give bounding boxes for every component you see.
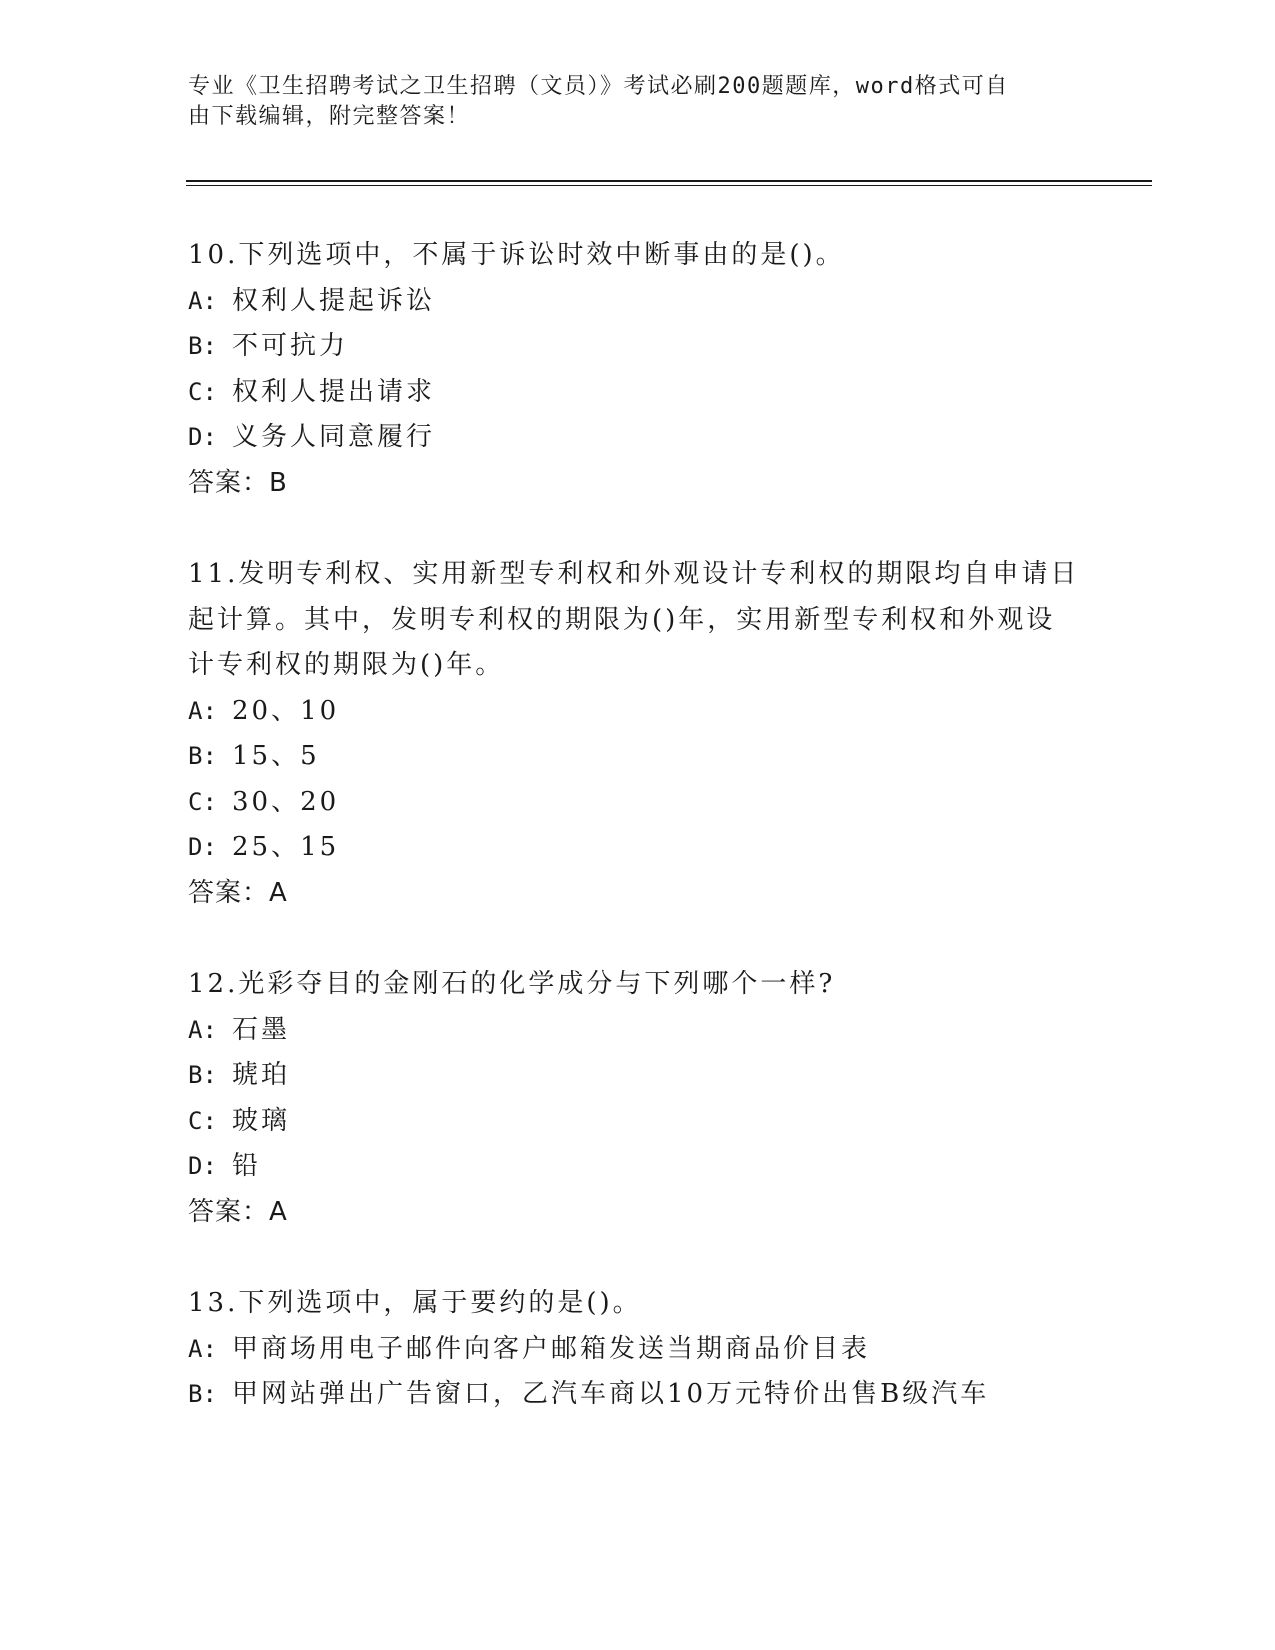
header-line: 专业《卫生招聘考试之卫生招聘（文员）》考试必刷200题题库，word格式可自 <box>188 74 1009 99</box>
option-a <box>188 1327 1078 1373</box>
document-header <box>188 72 1068 132</box>
answer-line: 答案：A <box>188 877 288 908</box>
option-c <box>188 780 1078 826</box>
option-key: D: <box>188 423 217 451</box>
option-d <box>188 415 1078 461</box>
option-text: 30、20 <box>232 786 340 817</box>
option-key: A: <box>188 1015 217 1044</box>
option-text: 甲商场用电子邮件向客户邮箱发送当期商品价目表 <box>232 1333 871 1364</box>
option-text: 20、10 <box>232 695 340 726</box>
option-key: C: <box>188 1106 217 1135</box>
question-stem: 起计算。其中，发明专利权的期限为()年，实用新型专利权和外观设 <box>188 604 1056 635</box>
option-key: D: <box>188 1152 217 1180</box>
option-a <box>188 1008 1078 1054</box>
option-text: 琥珀 <box>232 1060 291 1090</box>
option-key: D: <box>188 833 217 861</box>
option-key: B: <box>188 332 217 360</box>
question-13 <box>188 1281 1078 1418</box>
option-a <box>188 689 1078 735</box>
option-d <box>188 825 1078 871</box>
option-key: A: <box>188 1334 217 1363</box>
option-key: C: <box>188 787 217 816</box>
option-d <box>188 1144 1078 1190</box>
option-b <box>188 324 1078 370</box>
header-divider <box>186 185 1152 186</box>
option-a <box>188 279 1078 325</box>
option-text: 石墨 <box>232 1014 291 1045</box>
option-text: 铅 <box>232 1151 262 1181</box>
option-text: 义务人同意履行 <box>232 422 436 452</box>
question-11 <box>188 552 1078 916</box>
question-stem: 12.光彩夺目的金刚石的化学成分与下列哪个一样? <box>188 969 836 999</box>
option-text: 权利人提起诉讼 <box>232 285 436 316</box>
question-10 <box>188 233 1078 506</box>
header-line: 由下载编辑，附完整答案！ <box>188 104 471 129</box>
option-key: A: <box>188 286 217 315</box>
question-stem: 11.发明专利权、实用新型专利权和外观设计专利权的期限均自申请日 <box>188 559 1080 589</box>
answer-line: 答案：A <box>188 1196 288 1227</box>
answer-line: 答案：B <box>188 467 288 498</box>
option-key: B: <box>188 1061 217 1089</box>
option-c <box>188 1099 1078 1145</box>
header-divider <box>186 180 1152 182</box>
option-key: B: <box>188 1380 217 1408</box>
question-stem: 13.下列选项中，属于要约的是()。 <box>188 1288 642 1318</box>
option-key: C: <box>188 377 217 406</box>
option-c <box>188 370 1078 416</box>
option-b <box>188 1372 1078 1418</box>
option-key: A: <box>188 696 217 725</box>
question-12 <box>188 962 1078 1235</box>
option-text: 15、5 <box>232 741 320 771</box>
option-text: 甲网站弹出广告窗口，乙汽车商以10万元特价出售B级汽车 <box>232 1379 990 1409</box>
option-b <box>188 734 1078 780</box>
option-key: B: <box>188 742 217 770</box>
option-text: 不可抗力 <box>232 331 349 361</box>
option-text: 25、15 <box>232 832 340 862</box>
question-stem: 10.下列选项中，不属于诉讼时效中断事由的是()。 <box>188 240 845 270</box>
option-text: 权利人提出请求 <box>232 376 436 407</box>
option-b <box>188 1053 1078 1099</box>
question-stem: 计专利权的期限为()年。 <box>188 650 505 680</box>
option-text: 玻璃 <box>232 1105 291 1136</box>
